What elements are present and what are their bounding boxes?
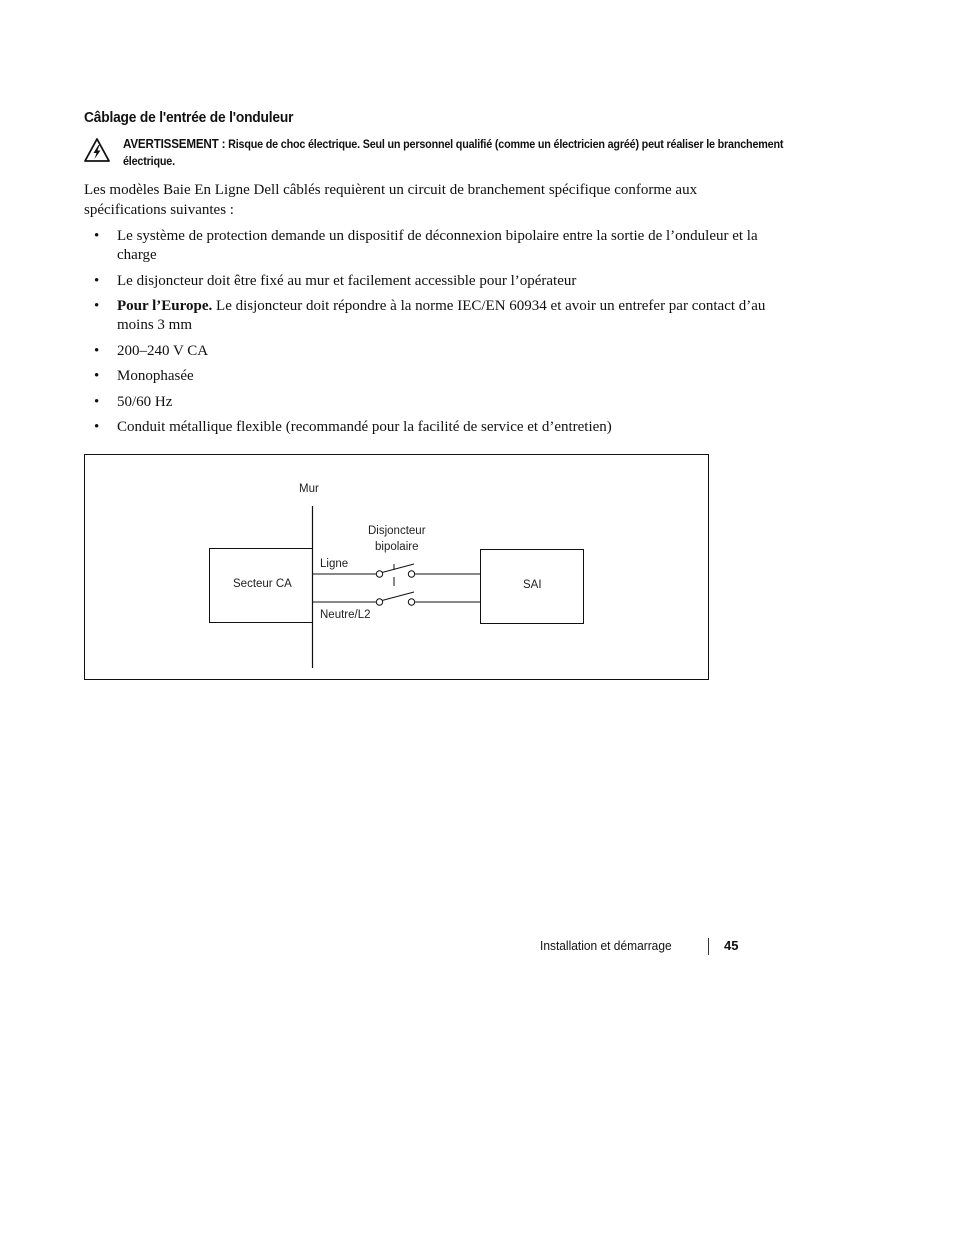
list-item: • Monophasée	[84, 367, 774, 386]
breaker-contact	[376, 571, 382, 577]
diagram-frame	[85, 455, 709, 680]
wall-label: Mur	[299, 483, 319, 495]
wiring-diagram	[84, 454, 709, 680]
requirements-list	[84, 227, 774, 444]
breaker-contact	[408, 599, 414, 605]
list-item: • 200–240 V CA	[84, 342, 774, 361]
warning-notice	[123, 136, 793, 170]
section-title: Câblage de l'entrée de l'onduleur	[84, 110, 294, 126]
warning-label: AVERTISSEMENT :	[123, 137, 226, 151]
warning-text: Risque de choc électrique. Seul un personnel qualifié (comme un électricien agréé) peut réaliser le branchement électrique.	[123, 138, 784, 168]
list-item: • Conduit métallique flexible (recommandé pour la facilité de service et d’entretien)	[84, 418, 774, 437]
list-item: • 50/60 Hz	[84, 393, 774, 412]
footer-section-name: Installation et démarrage	[540, 938, 672, 953]
footer-divider	[708, 938, 709, 955]
intro-paragraph: Les modèles Baie En Ligne Dell câblés requièrent un circuit de branchement spécifique conforme aux spécifications suivantes :	[84, 182, 698, 218]
neutral-label: Neutre/L2	[320, 609, 371, 621]
list-item: • Le système de protection demande un dispositif de déconnexion bipolaire entre la sortie de l’onduleur et la charge	[84, 227, 774, 265]
electrical-hazard-icon	[84, 137, 110, 163]
breaker-label: Disjoncteur	[368, 525, 426, 537]
breaker-label: bipolaire	[375, 541, 419, 553]
line-label: Ligne	[320, 558, 349, 570]
ac-source-label: Secteur CA	[233, 578, 292, 590]
ups-label: SAI	[523, 579, 542, 591]
list-item: • Pour l’Europe. Le disjoncteur doit répondre à la norme IEC/EN 60934 et avoir un entrefer par contact d’au moins 3 mm	[84, 297, 774, 335]
page-number: 45	[724, 938, 739, 953]
breaker-contact	[408, 571, 414, 577]
list-item: • Le disjoncteur doit être fixé au mur et facilement accessible pour l’opérateur	[84, 272, 774, 291]
breaker-contact	[376, 599, 382, 605]
